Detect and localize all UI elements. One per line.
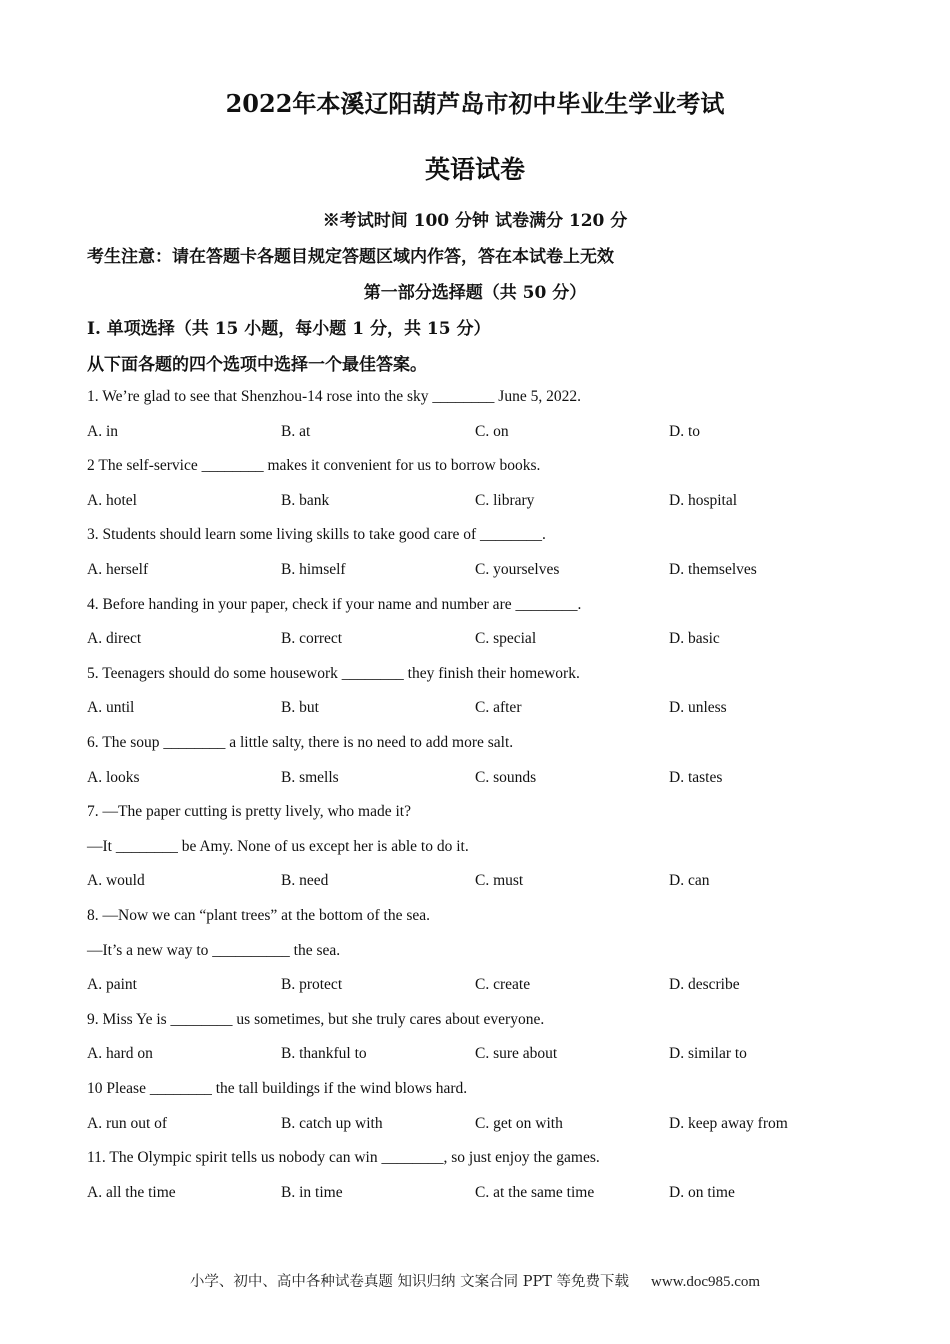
answer-option[interactable]: D. keep away from (669, 1114, 788, 1132)
options-row (87, 1045, 887, 1067)
options-row (87, 492, 887, 514)
answer-option[interactable]: B. in time (281, 1183, 343, 1201)
question-stem: 4. Before handing in your paper, check if your name and number are ________. (87, 595, 582, 613)
answer-option[interactable]: A. herself (87, 561, 149, 578)
answer-option[interactable]: D. can (669, 872, 710, 890)
options-row (87, 630, 887, 652)
question-stem: 7. —The paper cutting is pretty lively, who made it? (87, 803, 411, 821)
answer-option[interactable]: B. thankful to (281, 1045, 367, 1063)
answer-option[interactable]: A. until (87, 699, 135, 717)
answer-option[interactable]: A. hard on (87, 1045, 153, 1063)
answer-option[interactable]: B. at (281, 422, 311, 440)
options-row (87, 872, 887, 894)
answer-option[interactable]: B. need (281, 872, 329, 890)
answer-option[interactable]: A. hotel (87, 491, 137, 509)
answer-option[interactable]: B. himself (281, 561, 346, 578)
answer-option[interactable]: C. yourselves (475, 561, 560, 578)
options-row (87, 423, 887, 445)
answer-option[interactable]: B. catch up with (281, 1114, 383, 1132)
options-row (87, 976, 887, 998)
answer-option[interactable]: A. run out of (87, 1114, 168, 1132)
answer-option[interactable]: A. would (87, 872, 145, 890)
footer-text: 小学、初中、高中各种试卷真题 知识归纳 文案合同 PPT 等免费下载 (189, 1274, 630, 1290)
answer-option[interactable]: B. but (281, 699, 319, 717)
answer-option[interactable]: B. correct (281, 630, 343, 648)
answer-option[interactable]: A. paint (87, 976, 137, 994)
section-title: I. 单项选择（共 15 小题，每小题 1 分，共 15 分） (87, 319, 491, 339)
question-stem: 3. Students should learn some living skills to take good care of ________. (87, 526, 546, 544)
question-stem: 2 The self-service ________ makes it convenient for us to borrow books. (87, 457, 541, 475)
answer-option[interactable]: A. direct (87, 630, 142, 648)
answer-option[interactable]: C. sure about (475, 1045, 558, 1063)
footer-url[interactable]: www.doc985.com (651, 1274, 761, 1290)
exam-subtitle: 英语试卷 (424, 155, 525, 184)
question-stem: 8. —Now we can “plant trees” at the bottom of the sea. (87, 907, 431, 924)
answer-option[interactable]: C. library (475, 491, 535, 509)
question-stem: 6. The soup ________ a little salty, there is no need to add more salt. (87, 734, 514, 751)
answer-option[interactable]: D. tastes (669, 768, 723, 786)
question-stem: 5. Teenagers should do some housework ________ they finish their homework. (87, 664, 580, 682)
answer-option[interactable]: C. create (475, 976, 531, 994)
answer-option[interactable]: C. sounds (475, 768, 537, 786)
answer-option[interactable]: D. basic (669, 630, 720, 648)
answer-option[interactable]: D. similar to (669, 1045, 747, 1063)
question-stem: 10 Please ________ the tall buildings if the wind blows hard. (87, 1080, 468, 1097)
exam-info: ※考试时间 100 分钟 试卷满分 120 分 (322, 211, 628, 231)
options-row (87, 561, 887, 583)
answer-option[interactable]: B. protect (281, 976, 343, 994)
answer-option[interactable]: A. in (87, 422, 118, 440)
exam-title: 2022年本溪辽阳葫芦岛市初中毕业生学业考试 (225, 89, 725, 118)
answer-option[interactable]: D. themselves (669, 561, 757, 578)
answer-option[interactable]: D. hospital (669, 491, 738, 509)
answer-option[interactable]: C. get on with (475, 1114, 563, 1132)
question-stem: 11. The Olympic spirit tells us nobody can win ________, so just enjoy the games. (87, 1149, 600, 1167)
question-stem: —It ________ be Amy. None of us except her is able to do it. (87, 837, 469, 855)
answer-option[interactable]: B. bank (281, 491, 330, 509)
answer-option[interactable]: D. on time (669, 1183, 735, 1201)
answer-option[interactable]: D. to (669, 422, 700, 440)
options-row (87, 699, 887, 721)
question-stem: 1. We’re glad to see that Shenzhou-14 rose into the sky ________ June 5, 2022. (87, 388, 581, 405)
answer-option[interactable]: A. looks (87, 768, 140, 786)
options-row (87, 1184, 887, 1206)
answer-option[interactable]: C. must (475, 872, 524, 890)
answer-option[interactable]: A. all the time (87, 1183, 176, 1201)
section-directions: 从下面各题的四个选项中选择一个最佳答案。 (87, 355, 427, 375)
answer-option[interactable]: C. on (475, 422, 509, 440)
options-row (87, 1115, 887, 1137)
answer-option[interactable]: D. describe (669, 976, 740, 994)
part-title: 第一部分选择题（共 50 分） (363, 283, 587, 303)
question-stem: 9. Miss Ye is ________ us sometimes, but she truly cares about everyone. (87, 1010, 545, 1028)
options-row (87, 769, 887, 791)
answer-option[interactable]: C. after (475, 699, 522, 717)
page-footer (0, 1270, 950, 1291)
answer-option[interactable]: B. smells (281, 768, 339, 786)
answer-option[interactable]: C. at the same time (475, 1183, 595, 1201)
answer-option[interactable]: D. unless (669, 699, 727, 717)
answer-option[interactable]: C. special (475, 630, 537, 648)
question-stem: —It’s a new way to __________ the sea. (87, 941, 341, 959)
candidate-notice: 考生注意：请在答题卡各题目规定答题区域内作答，答在本试卷上无效 (87, 247, 614, 267)
